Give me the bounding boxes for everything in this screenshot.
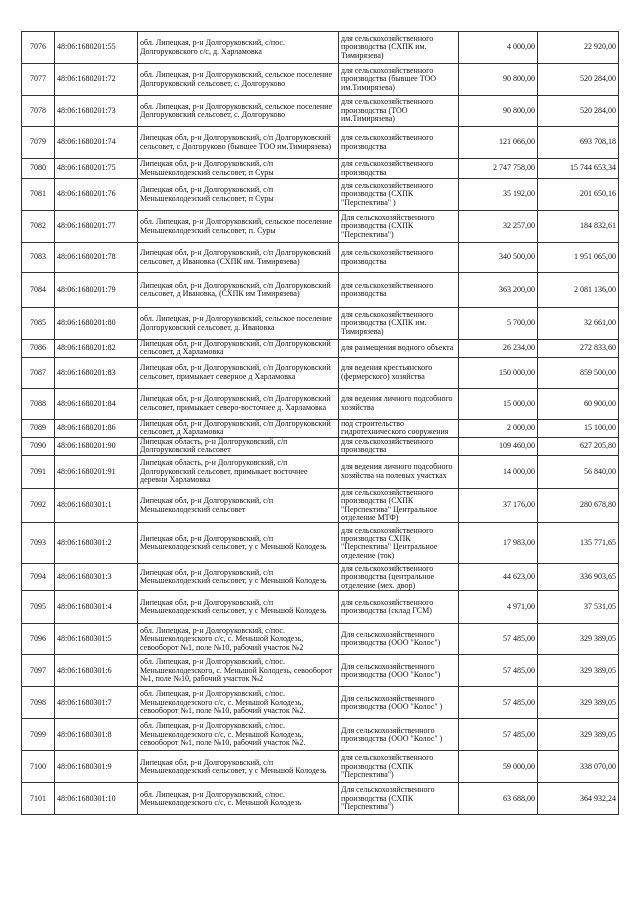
cadastral-number: 48:06:1680201:73	[55, 96, 138, 127]
cadastral-number: 48:06:1680201:75	[55, 159, 138, 179]
address-cell: Липецкая обл, р-н Долгоруковский, с/п Меньшеколодезский сельсовет, у с Меньшой Колодезь	[138, 751, 339, 783]
land-use-cell: для ведения крестьянского (фермерского) хозяйства	[339, 357, 459, 388]
table-row	[22, 243, 619, 273]
cadastral-number: 48:06:1680301:10	[55, 783, 138, 815]
address-cell: Липецкая обл, р-н Долгоруковский, с/п Долгоруковский сельсовет, примыкает северо-восточнее д. Харламовка	[138, 388, 339, 419]
row-number: 7089	[22, 419, 55, 437]
cadastral-number: 48:06:1680201:55	[55, 32, 138, 64]
row-number: 7090	[22, 437, 55, 455]
cadastral-number: 48:06:1680301:8	[55, 719, 138, 751]
address-cell: Липецкая обл, р-н Долгоруковский, с/п Долгоруковский сельсовет, д Харламовка	[138, 419, 339, 437]
address-cell: обл. Липецкая, р-н Долгоруковский, с/пос. Меньшеколодезского с/с, с. Меньшой Колодезь, севооборот №1, поле №10, рабочий участок №2	[138, 624, 339, 655]
address-cell: Липецкая обл, р-н Долгоруковский, с/п Долгоруковский сельсовет, с Долгоруково (бывшее ТОО им.Тимирязева)	[138, 127, 339, 159]
cadastral-value-cell: 364 932,24	[538, 783, 619, 815]
table-row	[22, 340, 619, 358]
address-cell: Липецкая обл, р-н Долгоруковский, с/п Меньшеколодезский сельсовет, у с Меньшой Колодезь	[138, 591, 339, 624]
cadastral-value-cell: 2 081 136,00	[538, 273, 619, 308]
cadastral-number: 48:06:1680301:3	[55, 564, 138, 591]
land-use-cell: для сельскохозяйственного производства (СХПК им. Тимирязева)	[339, 308, 459, 340]
area-cell: 14 000,00	[459, 455, 538, 488]
cadastral-number: 48:06:1680301:5	[55, 624, 138, 655]
cadastral-value-cell: 272 833,60	[538, 340, 619, 358]
table-row	[22, 523, 619, 564]
land-use-cell: для сельскохозяйственного производства (бывшее ТОО им.Тимирязева)	[339, 64, 459, 96]
address-cell: Липецкая обл, р-н Долгоруковский, с/п Меньшеколодезский сельсовет, у с Меньшой Колодезь	[138, 523, 339, 564]
table-row	[22, 437, 619, 455]
table-row	[22, 159, 619, 179]
cadastral-number: 48:06:1680201:83	[55, 357, 138, 388]
area-cell: 15 000,00	[459, 388, 538, 419]
cadastral-number: 48:06:1680301:6	[55, 655, 138, 687]
cadastral-value-cell: 37 531,05	[538, 591, 619, 624]
address-cell: Липецкая обл, р-н Долгоруковский, с/п Меньшеколодезский сельсовет, п Суры	[138, 179, 339, 211]
land-use-cell: для сельскохозяйственного производства (СХПК "Перспектива" )	[339, 179, 459, 211]
row-number: 7081	[22, 179, 55, 211]
area-cell: 35 192,00	[459, 179, 538, 211]
address-cell: обл. Липецкая, р-н Долгоруковский, с/пос. Меньшеколодезского с/с, с. Меньшой Колодезь, севооборот №1, поле №10, рабочий участок №2.	[138, 687, 339, 719]
land-use-cell: для сельскохозяйственного производства (СХПК им. Тимирязева)	[339, 32, 459, 64]
address-cell: Липецкая область, р-н Долгоруковский, с/п Долгоруковский сельсовет, примыкает восточнее деревни Харламовка	[138, 455, 339, 488]
area-cell: 59 000,00	[459, 751, 538, 783]
area-cell: 57 485,00	[459, 719, 538, 751]
land-use-cell: Для сельскохозяйственного производства (ООО "Колос")	[339, 655, 459, 687]
table-row	[22, 564, 619, 591]
land-use-cell: для сельскохозяйственного производства (СХПК "Перспектива" Центральное отделение МТФ)	[339, 488, 459, 523]
land-use-cell: Для сельскохозяйственного производства (ООО "Колос" )	[339, 687, 459, 719]
land-use-cell: для сельскохозяйственного производства СХПК "Перспектива" Центральное отделение (ток)	[339, 523, 459, 564]
cadastral-value-cell: 329 389,05	[538, 624, 619, 655]
table-row	[22, 127, 619, 159]
row-number: 7092	[22, 488, 55, 523]
cadastral-number: 48:06:1680301:2	[55, 523, 138, 564]
area-cell: 57 485,00	[459, 624, 538, 655]
table-row	[22, 96, 619, 127]
land-use-cell: под строительство гидротехнического сооружения	[339, 419, 459, 437]
address-cell: Липецкая обл, р-н Долгоруковский, с/п Меньшеколодезский сельсовет, у с Меньшой Колодезь	[138, 564, 339, 591]
cadastral-number: 48:06:1680201:74	[55, 127, 138, 159]
table-row	[22, 179, 619, 211]
row-number: 7085	[22, 308, 55, 340]
table-row	[22, 64, 619, 96]
row-number: 7100	[22, 751, 55, 783]
land-use-cell: для сельскохозяйственного производства (ТОО им.Тимирязева)	[339, 96, 459, 127]
table-row	[22, 783, 619, 815]
area-cell: 340 500,00	[459, 243, 538, 273]
cadastral-number: 48:06:1680201:80	[55, 308, 138, 340]
row-number: 7097	[22, 655, 55, 687]
area-cell: 2 000,00	[459, 419, 538, 437]
table-row	[22, 308, 619, 340]
cadastral-value-cell: 336 903,65	[538, 564, 619, 591]
area-cell: 44 623,00	[459, 564, 538, 591]
cadastral-value-cell: 859 500,00	[538, 357, 619, 388]
cadastral-value-cell: 520 284,00	[538, 64, 619, 96]
cadastral-number: 48:06:1680201:72	[55, 64, 138, 96]
area-cell: 109 460,00	[459, 437, 538, 455]
cadastral-value-cell: 201 650,16	[538, 179, 619, 211]
cadastral-value-cell: 32 661,00	[538, 308, 619, 340]
address-cell: обл. Липецкая, р-н Долгоруковский, с/пос. Меньшеколодезского, с. Меньшой Колодезь, севооборот №1, поле №10, рабочий участок №2	[138, 655, 339, 687]
row-number: 7095	[22, 591, 55, 624]
area-cell: 37 176,00	[459, 488, 538, 523]
address-cell: Липецкая обл, р-н Долгоруковский, с/п Меньшеколодезский сельсовет	[138, 488, 339, 523]
row-number: 7084	[22, 273, 55, 308]
cadastral-number: 48:06:1680301:4	[55, 591, 138, 624]
area-cell: 90 800,00	[459, 96, 538, 127]
table-row	[22, 655, 619, 687]
table-row	[22, 488, 619, 523]
area-cell: 26 234,00	[459, 340, 538, 358]
cadastral-number: 48:06:1680201:82	[55, 340, 138, 358]
area-cell: 2 747 758,00	[459, 159, 538, 179]
land-use-cell: для ведения личного подсобного хозяйства на полевых участках	[339, 455, 459, 488]
table-row	[22, 751, 619, 783]
area-cell: 57 485,00	[459, 687, 538, 719]
cadastral-value-cell: 338 070,00	[538, 751, 619, 783]
address-cell: обл. Липецкая, р-н Долгоруковский, сельское поселение Долгоруковский сельсовет, с. Долгоруково	[138, 96, 339, 127]
cadastral-number: 48:06:1680301:1	[55, 488, 138, 523]
address-cell: Липецкая область, р-н Долгоруковский, с/п Долгоруковский сельсовет	[138, 437, 339, 455]
row-number: 7077	[22, 64, 55, 96]
cadastral-value-cell: 184 832,61	[538, 211, 619, 243]
cadastral-value-cell: 15 100,00	[538, 419, 619, 437]
address-cell: Липецкая обл, р-н Долгоруковский, с/п Меньшеколодезский сельсовет, п Суры	[138, 159, 339, 179]
cadastral-value-cell: 60 900,00	[538, 388, 619, 419]
land-use-cell: Для сельскохозяйственного производства (СХПК "Перспектива")	[339, 783, 459, 815]
address-cell: Липецкая обл, р-н Долгоруковский, с/п Долгоруковский сельсовет, д Харламовка	[138, 340, 339, 358]
area-cell: 17 983,00	[459, 523, 538, 564]
area-cell: 90 800,00	[459, 64, 538, 96]
table-row	[22, 273, 619, 308]
land-use-cell: для сельскохозяйственного производства	[339, 243, 459, 273]
table-body	[22, 32, 619, 815]
cadastral-number: 48:06:1680201:86	[55, 419, 138, 437]
area-cell: 57 485,00	[459, 655, 538, 687]
area-cell: 5 700,00	[459, 308, 538, 340]
cadastral-number: 48:06:1680301:9	[55, 751, 138, 783]
table-row	[22, 624, 619, 655]
land-use-cell: Для сельскохозяйственного производства (СХПК "Перспектива")	[339, 211, 459, 243]
row-number: 7098	[22, 687, 55, 719]
row-number: 7094	[22, 564, 55, 591]
land-use-cell: для сельскохозяйственного производства	[339, 159, 459, 179]
area-cell: 32 257,00	[459, 211, 538, 243]
address-cell: обл. Липецкая, р-н Долгоруковский, с/пос. Меньшеколодезского с/с, с. Меньшой Колодезь	[138, 783, 339, 815]
row-number: 7087	[22, 357, 55, 388]
row-number: 7088	[22, 388, 55, 419]
cadastral-number: 48:06:1680201:84	[55, 388, 138, 419]
area-cell: 363 200,00	[459, 273, 538, 308]
land-use-cell: для сельскохозяйственного производства	[339, 273, 459, 308]
table-row	[22, 419, 619, 437]
address-cell: Липецкая обл, р-н Долгоруковский, с/п Долгоруковский сельсовет, примыкает северное д Харламовка	[138, 357, 339, 388]
cadastral-number: 48:06:1680201:77	[55, 211, 138, 243]
address-cell: обл. Липецкая, р-н Долгоруковский, сельское поселение Меньшеколодезский сельсовет, п. Суры	[138, 211, 339, 243]
row-number: 7091	[22, 455, 55, 488]
address-cell: обл. Липецкая, р-н Долгоруковский, с/пос. Меньшеколодезского с/с, с. Меньшой Колодезь, севооборот №1, поле №10, рабочий участок №2.	[138, 719, 339, 751]
cadastral-number: 48:06:1680201:79	[55, 273, 138, 308]
row-number: 7093	[22, 523, 55, 564]
cadastral-number: 48:06:1680301:7	[55, 687, 138, 719]
row-number: 7076	[22, 32, 55, 64]
address-cell: Липецкая обл, р-н Долгоруковский, с/п Долгоруковский сельсовет, д Ивановка (СХПК им. Тимирязева)	[138, 243, 339, 273]
row-number: 7099	[22, 719, 55, 751]
cadastral-value-cell: 1 951 065,00	[538, 243, 619, 273]
land-use-cell: для ведения личного подсобного хозяйства	[339, 388, 459, 419]
area-cell: 4 971,00	[459, 591, 538, 624]
table-row	[22, 455, 619, 488]
table-row	[22, 211, 619, 243]
land-use-cell: для сельскохозяйственного производства (склад ГСМ)	[339, 591, 459, 624]
cadastral-value-cell: 15 744 653,34	[538, 159, 619, 179]
address-cell: обл. Липецкая, р-н Долгоруковский, сельское поселение Долгоруковский сельсовет, д. Ивановка	[138, 308, 339, 340]
land-use-cell: для сельскохозяйственного производства	[339, 127, 459, 159]
cadastral-number: 48:06:1680201:90	[55, 437, 138, 455]
row-number: 7086	[22, 340, 55, 358]
cadastral-value-cell: 135 771,65	[538, 523, 619, 564]
address-cell: обл. Липецкая, р-н Долгоруковский, сельское поселение Долгоруковский сельсовет, с. Долгоруково	[138, 64, 339, 96]
land-use-cell: для размещения водного объекта	[339, 340, 459, 358]
cadastral-table	[21, 31, 619, 815]
cadastral-value-cell: 280 678,80	[538, 488, 619, 523]
cadastral-number: 48:06:1680201:76	[55, 179, 138, 211]
land-use-cell: для сельскохозяйственного производства	[339, 437, 459, 455]
cadastral-number: 48:06:1680201:91	[55, 455, 138, 488]
cadastral-value-cell: 56 840,00	[538, 455, 619, 488]
row-number: 7083	[22, 243, 55, 273]
row-number: 7080	[22, 159, 55, 179]
table-row	[22, 357, 619, 388]
table-row	[22, 32, 619, 64]
cadastral-value-cell: 693 708,18	[538, 127, 619, 159]
address-cell: обл. Липецкая, р-н Долгоруковский, с/пос. Долгоруковского с/с, д. Харламовка	[138, 32, 339, 64]
table-row	[22, 388, 619, 419]
land-use-cell: для сельскохозяйственного производства (центральное отделение (мех. двор)	[339, 564, 459, 591]
row-number: 7079	[22, 127, 55, 159]
area-cell: 150 000,00	[459, 357, 538, 388]
area-cell: 4 000,00	[459, 32, 538, 64]
cadastral-number: 48:06:1680201:78	[55, 243, 138, 273]
cadastral-value-cell: 520 284,00	[538, 96, 619, 127]
address-cell: Липецкая обл, р-н Долгоруковский, с/п Долгоруковский сельсовет, д Ивановка, (СХПК им Тимирязева)	[138, 273, 339, 308]
row-number: 7078	[22, 96, 55, 127]
land-use-cell: Для сельскохозяйственного производства (ООО "Колос" )	[339, 719, 459, 751]
row-number: 7096	[22, 624, 55, 655]
row-number: 7082	[22, 211, 55, 243]
cadastral-value-cell: 329 389,05	[538, 655, 619, 687]
table-row	[22, 591, 619, 624]
land-use-cell: для сельскохозяйственного производства (СХПК "Перспектива")	[339, 751, 459, 783]
area-cell: 121 066,00	[459, 127, 538, 159]
cadastral-value-cell: 627 205,80	[538, 437, 619, 455]
area-cell: 63 688,00	[459, 783, 538, 815]
cadastral-value-cell: 329 389,05	[538, 687, 619, 719]
table-row	[22, 719, 619, 751]
row-number: 7101	[22, 783, 55, 815]
cadastral-value-cell: 22 920,00	[538, 32, 619, 64]
land-use-cell: Для сельскохозяйственного производства (ООО "Колос")	[339, 624, 459, 655]
table-row	[22, 687, 619, 719]
cadastral-value-cell: 329 389,05	[538, 719, 619, 751]
